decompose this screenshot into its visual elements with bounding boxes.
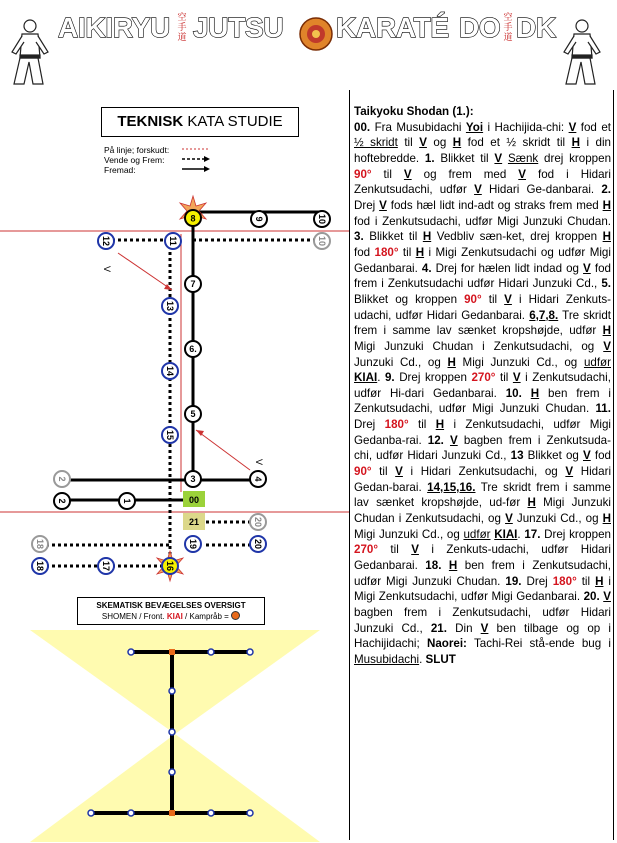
side-mark-v-top: V bbox=[102, 266, 112, 273]
step-19: 19 bbox=[188, 538, 198, 550]
step-11: 11 bbox=[168, 236, 178, 246]
schema-box bbox=[77, 597, 265, 625]
header-word-do: DO bbox=[459, 12, 501, 43]
header-word-jutsu: JUTSU bbox=[193, 12, 284, 43]
step-18-ghost: 18 bbox=[35, 538, 45, 550]
schema-kampraab: / Kampråb = bbox=[185, 612, 229, 621]
step-5: 5 bbox=[190, 409, 196, 419]
step-8: 8 bbox=[190, 213, 196, 224]
step-2-ghost: 2 bbox=[57, 476, 67, 482]
kiai-dot-icon bbox=[231, 611, 240, 620]
header-word-dk: DK bbox=[516, 12, 556, 43]
step-20: 20 bbox=[253, 538, 263, 550]
kanji-right: 空 手 道 bbox=[503, 13, 513, 43]
step-17: 17 bbox=[101, 560, 111, 572]
step-9: 9 bbox=[254, 216, 264, 222]
dojo-emblem-icon bbox=[300, 18, 332, 50]
step-3: 3 bbox=[190, 474, 196, 484]
legend-line-turn: Vende og Frem: bbox=[104, 155, 165, 165]
start-label: 00 bbox=[188, 495, 200, 505]
schema-subtitle: SHOMEN / Front. bbox=[101, 612, 165, 621]
step-1: 1 bbox=[122, 498, 132, 504]
step-12: 12 bbox=[101, 235, 111, 247]
step-15: 15 bbox=[165, 429, 175, 441]
step-6: 6. bbox=[189, 344, 197, 354]
step-7: 7 bbox=[190, 279, 196, 289]
end-label: 21 bbox=[188, 517, 200, 527]
step-16: 16 bbox=[165, 560, 175, 572]
header-word-karate: KARATÉ bbox=[336, 12, 449, 43]
kanji-left: 空 手 道 bbox=[177, 13, 187, 43]
karateka-left-icon bbox=[12, 20, 48, 84]
step-10: 10 bbox=[317, 213, 327, 225]
legend-symbols bbox=[180, 144, 220, 176]
teknisk-normal: KATA STUDIE bbox=[187, 113, 283, 130]
side-mark-v-bottom: V bbox=[254, 459, 264, 466]
teknisk-bold: TEKNISK bbox=[117, 113, 184, 130]
karateka-right-icon bbox=[564, 20, 600, 84]
step-10-ghost: 10 bbox=[317, 235, 327, 247]
header-word-aikiryu: AIKIRYU bbox=[58, 12, 170, 43]
kata-instructions: Taikyoku Shodan (1.): 00. Fra Musubidachi Yoi i Hachijida-chi: V fod et ½ skridt til V og H fod et ½ skridt til H i din hoftebredde. 1. Blikket til V Sænk drej kroppen 90° til V og frem med V fod i Hidari Zenkutsudachi, udfør V Hidari Ge-danbarai. 2. Drej V fods hæl lidt ind-adt og straks frem med H fod i Zenkutsudachi, udfør Migi Junzuki Chudan. 3. Blikket til H Vedbliv sæn-ket, drej kroppen H fod 180° til H i Migi Zenkutsudachi og udfør Migi Gedanbarai. 4. Drej for hælen lidt indad og V fod frem i Zenkutsudachi udfør Hidari Junzuki Cd., 5. Blikket og kroppen 90° til V i Hidari Zenkuts-udachi, udfør Hidari Gedanbarai. 6,7,8. Tre skridt frem i samme lav sænket kropshøjde, udfør H Migi Junzuki Chudan i Zenkutsudachi, og V Junzuki Cd., og H Migi Junzuki Cd., og udfør KIAI. 9. Drej kroppen 270° til V i Zenkutsudachi, udfør Hi-dari Gedanbarai. 10. H ben frem i Zenkutsudachi, udfør Migi Junzuki Chudan. 11. Drej 180° til H i Zenkutsudachi, udfør Migi Gedanba-rai. 12. V bagben frem i Zenkutsuda-chi, udfør Hidari Junzuki Cd., 13 Blikket og V fod 90° til V i Hidari Zenkutsudachi, og V Hidari Gedan-barai. 14,15,16. Tre skridt frem i samme lav sænket kropshøjde, ud-før H Migi Junzuki Chudan i Zenkutsudachi, og V Junzuki Cd., og H Migi Junzuki Cd., og udfør KIAI. 17. Drej kroppen 270° til V i Zenkuts-udachi, udfør Hidari Gedanbarai. 18. H ben frem i Zenkutsudachi, udfør Migi Junzuki Chudan. 19. Drej 180° til H i Migi Zenkutsudachi, udfør Migi Gedanbarai. 20. V bagben frem i Zenkutsudachi, udfør Hidari Junzuki Cd., 21. Din V ben tilbage og op i Hachijidachi; Naorei: Tachi-Rei stå-ende bug i Musubidachi. SLUT bbox=[354, 105, 612, 666]
schema-kiai: KIAI bbox=[166, 612, 183, 621]
step-2: 2 bbox=[57, 498, 67, 504]
step-13: 13 bbox=[165, 300, 175, 312]
legend-line-offset: På linje; forskudt: bbox=[104, 145, 170, 155]
kata-diagram bbox=[0, 180, 349, 590]
schema-subtitle-line bbox=[78, 611, 264, 622]
step-18: 18 bbox=[35, 560, 45, 572]
legend bbox=[104, 145, 169, 175]
step-4: 4 bbox=[253, 476, 263, 482]
teknisk-title-box bbox=[101, 107, 299, 137]
step-14: 14 bbox=[165, 365, 175, 377]
step-20-ghost: 20 bbox=[253, 516, 263, 528]
schema-title: SKEMATISK BEVÆGELSES OVERSIGT bbox=[96, 601, 246, 610]
legend-line-forward: Fremad: bbox=[104, 165, 136, 175]
schematic-overview bbox=[30, 624, 320, 843]
